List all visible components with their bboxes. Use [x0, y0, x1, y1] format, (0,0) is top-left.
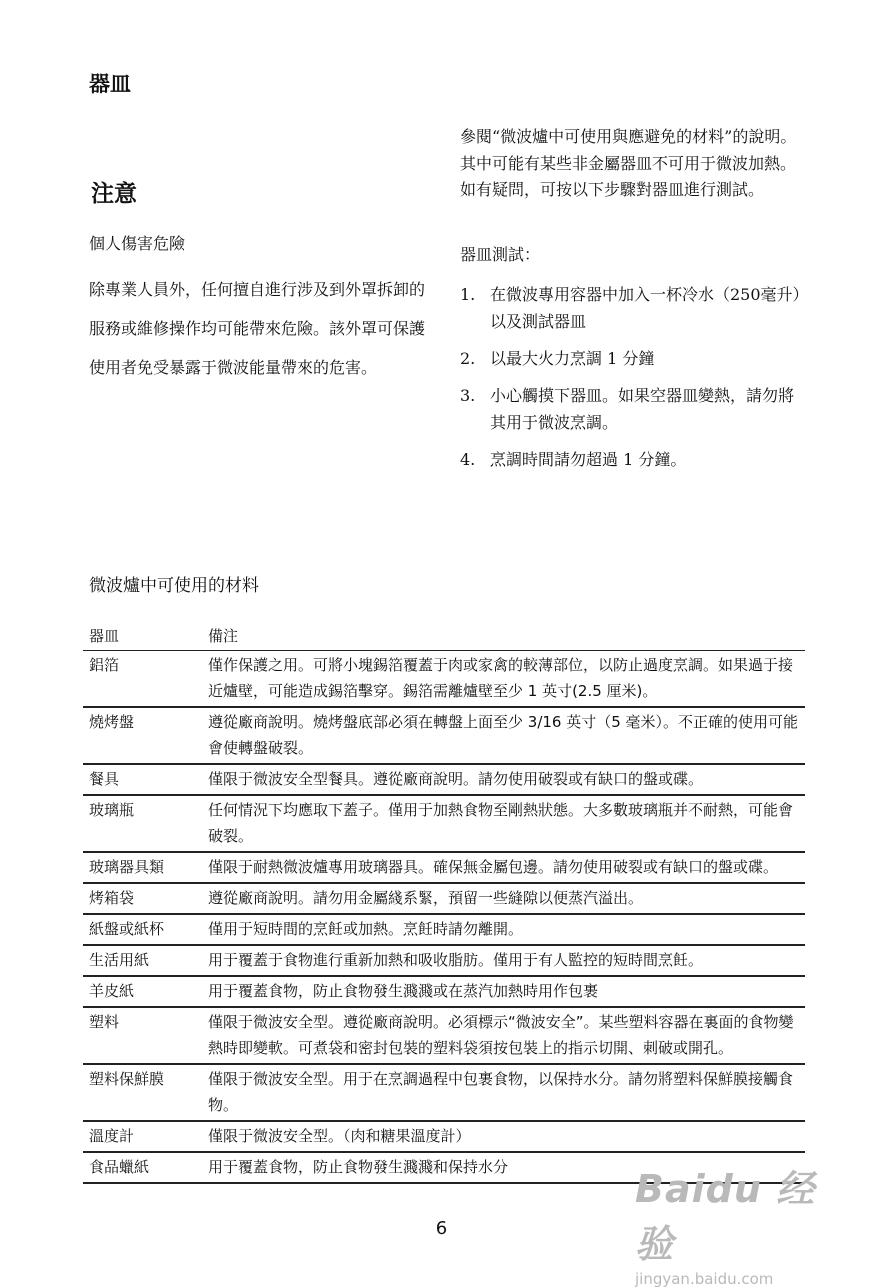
materials-table	[83, 622, 805, 1184]
table-row	[83, 914, 805, 945]
hazard-label: 個人傷害危險	[89, 234, 186, 253]
test-step: 4. 烹調時間請勿超過 1 分鐘。	[460, 450, 687, 469]
test-step: 1. 在微波專用容器中加入一杯冷水（250毫升）以及測試器皿	[460, 285, 801, 331]
material-note: 任何情況下均應取下蓋子。僅用于加熱食物至剛熱狀態。大多數玻璃瓶并不耐熱，可能會破裂。	[202, 795, 805, 852]
material-name: 玻璃器具類	[83, 852, 202, 883]
table-row	[83, 651, 805, 708]
table-header-row	[83, 622, 805, 651]
material-note: 遵從廠商說明。燒烤盤底部必須在轉盤上面至少 3/16 英寸（5 毫米）。不正確的使用可能會使轉盤破裂。	[202, 707, 805, 764]
column-header-dish: 器皿	[83, 622, 202, 651]
material-name: 塑料	[83, 1007, 202, 1064]
table-row	[83, 852, 805, 883]
test-step: 2. 以最大火力烹調 1 分鐘	[460, 349, 655, 368]
caution-title: 注意	[91, 181, 137, 207]
material-name: 溫度計	[83, 1121, 202, 1152]
material-note: 用于覆蓋食物，防止食物發生濺濺或在蒸汽加熱時用作包裹	[202, 976, 805, 1007]
material-note: 僅用于短時間的烹飪或加熱。烹飪時請勿離開。	[202, 914, 805, 945]
material-name: 生活用紙	[83, 945, 202, 976]
materials-table-title: 微波爐中可使用的材料	[89, 576, 259, 596]
column-header-remarks: 備注	[202, 622, 805, 651]
material-name: 烤箱袋	[83, 883, 202, 914]
table-row	[83, 1064, 805, 1121]
material-note: 僅限于微波安全型餐具。遵從廠商說明。請勿使用破裂或有缺口的盤或碟。	[202, 764, 805, 795]
test-intro-paragraph: 參閱“微波爐中可使用與應避免的材料”的說明。其中可能有某些非金屬器皿不可用于微波加熱。如有疑問，可按以下步驟對器皿進行測試。	[460, 127, 797, 199]
material-note: 遵從廠商說明。請勿用金屬綫系緊，預留一些縫隙以便蒸汽溢出。	[202, 883, 805, 914]
table-row	[83, 945, 805, 976]
caution-paragraph: 除專業人員外，任何擅自進行涉及到外罩拆卸的服務或維修操作均可能帶來危險。該外罩可保護使用者免受暴露于微波能量帶來的危害。	[89, 280, 426, 377]
material-name: 食品蠟紙	[83, 1152, 202, 1183]
material-note: 僅限于微波安全型。遵從廠商說明。必須標示“微波安全”。某些塑料容器在裏面的食物變熱時即變軟。可煮袋和密封包裝的塑料袋須按包裝上的指示切開、刺破或開孔。	[202, 1007, 805, 1064]
table-row	[83, 1121, 805, 1152]
material-name: 玻璃瓶	[83, 795, 202, 852]
dish-test-steps	[460, 281, 805, 483]
watermark-logo: Baidu 经验	[635, 1167, 816, 1266]
section-heading-dishes: 器皿	[89, 72, 131, 96]
material-name: 餐具	[83, 764, 202, 795]
material-name: 鋁箔	[83, 651, 202, 708]
table-row	[83, 707, 805, 764]
material-note: 僅作保護之用。可將小塊錫箔覆蓋于肉或家禽的較薄部位，以防止過度烹調。如果過于接近爐壁，可能造成錫箔擊穿。錫箔需離爐壁至少 1 英寸(2.5 厘米)。	[202, 651, 805, 708]
baidu-watermark	[635, 1158, 835, 1288]
table-row	[83, 795, 805, 852]
material-note: 僅限于微波安全型。（肉和糖果溫度計）	[202, 1121, 805, 1152]
material-note: 僅限于耐熱微波爐專用玻璃器具。確保無金屬包邊。請勿使用破裂或有缺口的盤或碟。	[202, 852, 805, 883]
watermark-url: jingyan.baidu.com	[635, 1270, 774, 1288]
material-name: 羊皮紙	[83, 976, 202, 1007]
material-note: 用于覆蓋食物，防止食物發生濺濺和保持水分	[202, 1152, 805, 1183]
material-name: 燒烤盤	[83, 707, 202, 764]
dish-test-label: 器皿測試：	[460, 245, 541, 264]
table-row	[83, 1007, 805, 1064]
material-note: 用于覆蓋于食物進行重新加熱和吸收脂肪。僅用于有人監控的短時間烹飪。	[202, 945, 805, 976]
test-step: 3. 小心觸摸下器皿。如果空器皿變熱，請勿將其用于微波烹調。	[460, 386, 795, 432]
table-row	[83, 883, 805, 914]
table-row	[83, 976, 805, 1007]
material-name: 紙盤或紙杯	[83, 914, 202, 945]
material-note: 僅限于微波安全型。用于在烹調過程中包裹食物，以保持水分。請勿將塑料保鮮膜接觸食物。	[202, 1064, 805, 1121]
page-number: 6	[435, 1218, 448, 1239]
material-name: 塑料保鮮膜	[83, 1064, 202, 1121]
table-row	[83, 764, 805, 795]
